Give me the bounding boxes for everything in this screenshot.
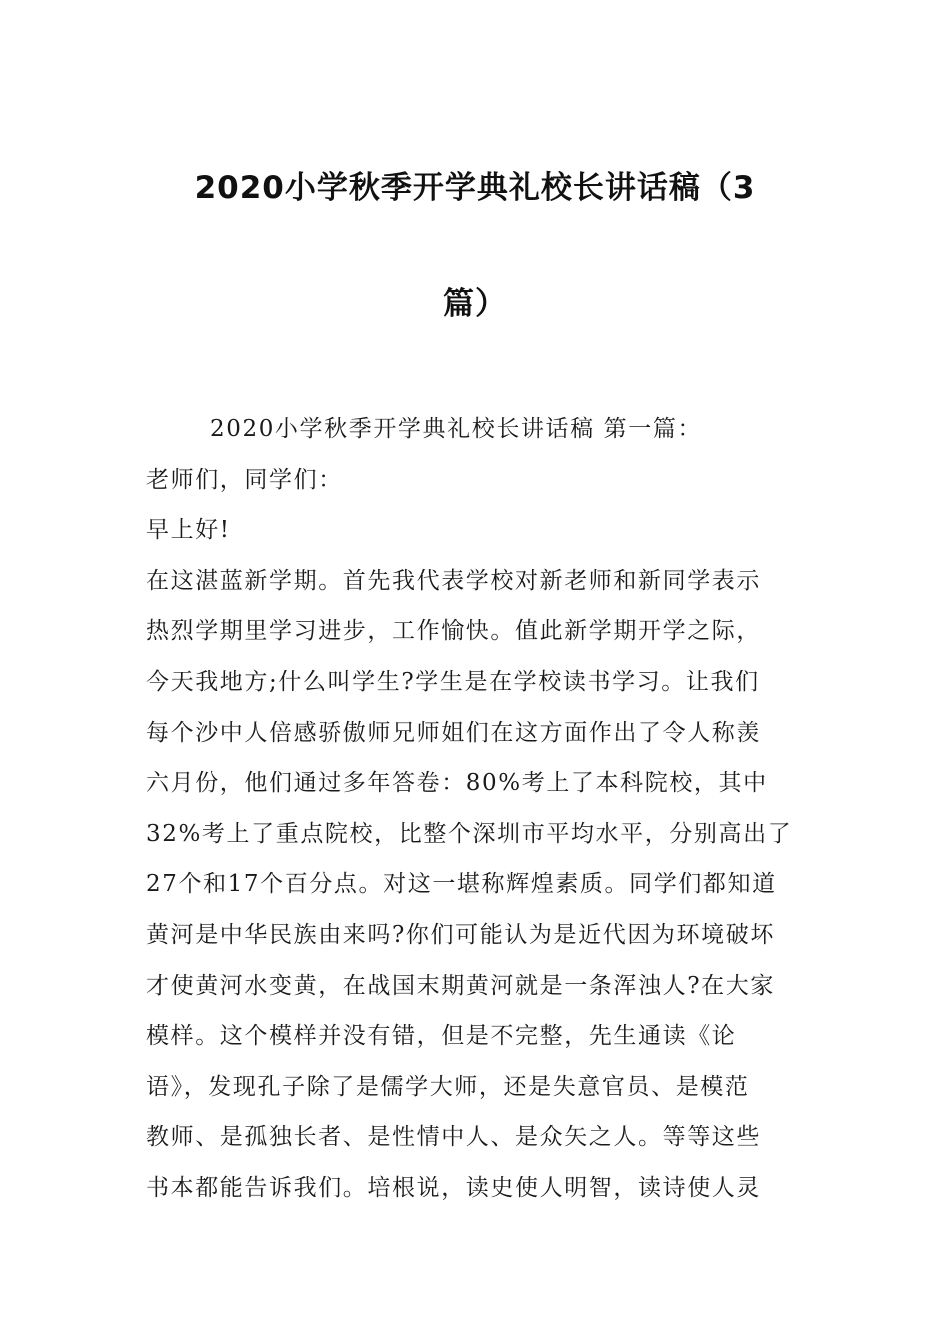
body-line: 语》，发现孔子除了是儒学大师，还是失意官员、是模范 [146,1073,750,1100]
body-line: 教师、是孤独长者、是性情中人、是众矢之人。等等这些 [146,1124,761,1151]
greeting: 早上好! [146,517,231,544]
section-heading: 2020小学秋季开学典礼校长讲话稿 第一篇： [210,416,703,442]
body-line: 32%考上了重点院校，比整个深圳市平均水平，分别高出了 [146,820,793,847]
body-line: 在这湛蓝新学期。首先我代表学校对新老师和新同学表示 [146,567,761,594]
body-line: 才使黄河水变黄，在战国末期黄河就是一条浑浊人?在大家 [146,972,775,999]
document-title-line-1: 2020小学秋季开学典礼校长讲话稿（3 [194,170,756,206]
body-line: 黄河是中华民族由来吗?你们可能认为是近代因为环境破坏 [146,921,775,948]
body-line: 每个沙中人倍感骄傲师兄师姐们在这方面作出了令人称羡 [146,719,761,746]
salutation: 老师们，同学们： [146,466,343,493]
body-line: 热烈学期里学习进步，工作愉快。值此新学期开学之际， [146,618,761,645]
body-line: 今天我地方;什么叫学生?学生是在学校读书学习。让我们 [146,668,760,695]
body-line: 模样。这个模样并没有错，但是不完整，先生通读《论 [146,1023,737,1050]
document-title-line-2: 篇） [443,286,507,322]
document-body [146,412,811,1222]
body-line: 六月份，他们通过多年答卷：80%考上了本科院校，其中 [146,770,768,797]
body-line: 27个和17个百分点。对这一堪称辉煌素质。同学们都知道 [146,871,777,898]
body-line: 书本都能告诉我们。培根说，读史使人明智，读诗使人灵 [146,1174,761,1201]
